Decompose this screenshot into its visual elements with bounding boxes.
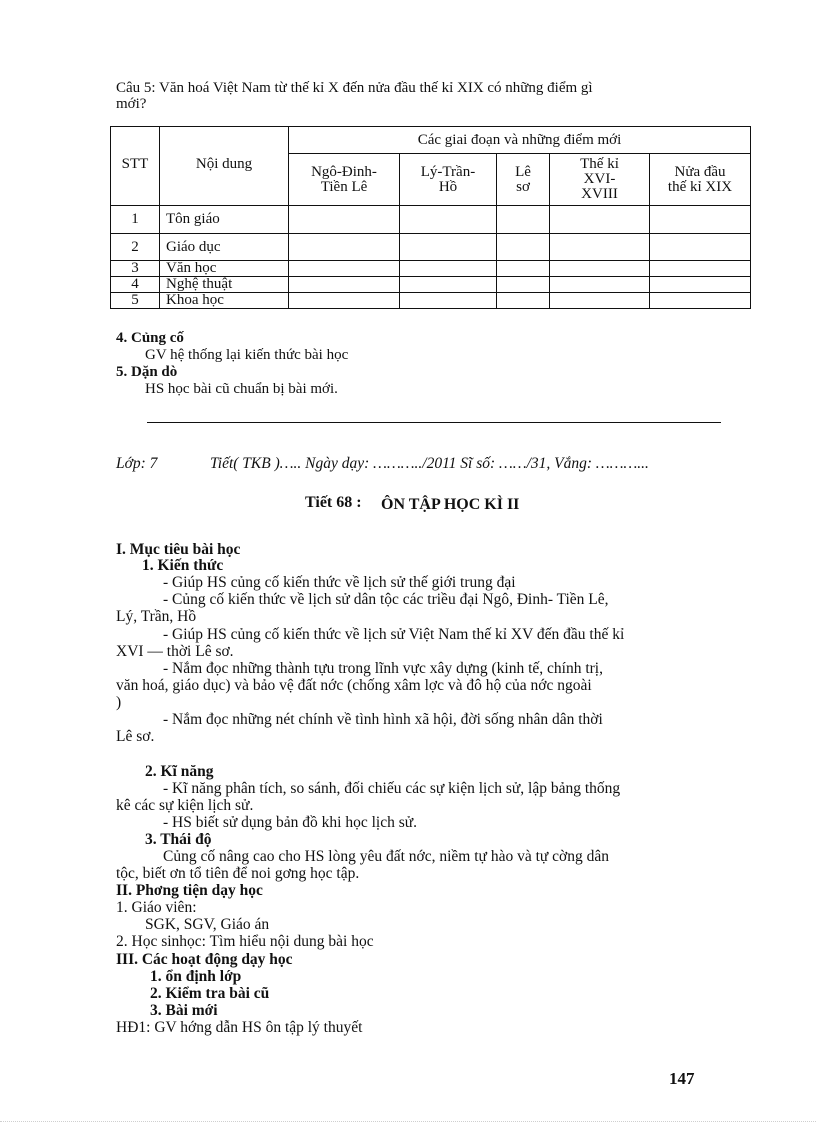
table-row [111, 206, 751, 234]
header-period-4: Thế kỉ XVI- XVIII [550, 154, 650, 206]
materials-1b: SGK, SGV, Giáo án [145, 916, 270, 933]
row-content: Giáo dục [160, 234, 289, 261]
knowledge-3b: XVI — thời Lê sơ. [116, 643, 234, 660]
table-row [111, 277, 751, 293]
skill-1a: - Kĩ năng phân tích, so sánh, đối chiếu các sự kiện lịch sử, lập bảng thống [163, 780, 621, 797]
skill-1b: kê các sự kiện lịch sử. [116, 797, 254, 814]
header-period-2: Lý-Trần- Hồ [400, 154, 497, 206]
table-row [111, 261, 751, 277]
knowledge-2b: Lý, Trần, Hồ [116, 608, 197, 625]
heading-knowledge: 1. Kiến thức [142, 557, 224, 574]
heading-activities: III. Các hoạt động dạy học [116, 951, 293, 968]
knowledge-4c: ) [116, 694, 122, 711]
table-row [111, 293, 751, 309]
footer-dotted-line [0, 1121, 816, 1122]
header-period-3: Lê sơ [497, 154, 550, 206]
knowledge-4a: - Nắm đọc những thành tựu trong lĩnh vực xây dựng (kinh tế, chính trị, [163, 660, 603, 677]
row-stt: 1 [111, 206, 160, 234]
header-period-5: Nửa đầu thế kỉ XIX [650, 154, 751, 206]
heading-objectives: I. Mục tiêu bài học [116, 541, 241, 558]
heading-skills: 2. Kĩ năng [145, 763, 214, 780]
page-number: 147 [669, 1069, 695, 1088]
row-stt: 2 [111, 234, 160, 261]
knowledge-2a: - Củng cố kiến thức về lịch sử dân tộc các triều đại Ngô, Đinh- Tiền Lê, [163, 591, 609, 608]
row-stt: 4 [111, 277, 160, 293]
table-row [111, 234, 751, 261]
activity-3: 3. Bài mới [150, 1002, 218, 1019]
knowledge-5a: - Nắm đọc những nét chính về tình hình xã hội, đời sống nhân dân thời [163, 711, 603, 728]
materials-1: 1. Giáo viên: [116, 899, 197, 916]
activity-1: 1. ổn định lớp [150, 968, 242, 985]
lesson-meta: Tiết( TKB )….. Ngày dạy: ………../2011 Sĩ số: ……/31, Vắng: ………... [210, 455, 649, 472]
header-group: Các giai đoạn và những điểm mới [289, 127, 751, 154]
knowledge-1: - Giúp HS củng cố kiến thức về lịch sử thế giới trung đại [163, 574, 516, 591]
question-line-2: mới? [116, 96, 147, 112]
header-period-1: Ngô-Đinh- Tiền Lê [289, 154, 400, 206]
lesson-title: ÔN TẬP HỌC KÌ II [381, 496, 520, 513]
row-content: Tôn giáo [160, 206, 289, 234]
question-line-1: Câu 5: Văn hoá Việt Nam từ thế kỉ X đến nửa đầu thế kỉ XIX có những điểm gì [116, 80, 593, 96]
divider [147, 422, 721, 423]
section5-text: HS học bài cũ chuẩn bị bài mới. [145, 381, 338, 397]
knowledge-5b: Lê sơ. [116, 728, 155, 745]
knowledge-3a: - Giúp HS củng cố kiến thức về lịch sử Việt Nam thế kỉ XV đến đầu thế kỉ [163, 626, 625, 643]
attitude-b: tộc, biết ơn tổ tiên để noi gơng học tập. [116, 865, 360, 882]
lesson-number: Tiết 68 : [305, 494, 362, 511]
header-content: Nội dung [160, 127, 289, 206]
row-content: Khoa học [160, 293, 289, 309]
header-stt: STT [111, 127, 160, 206]
row-content: Nghệ thuật [160, 277, 289, 293]
periods-table [110, 126, 751, 309]
skill-2: - HS biết sử dụng bản đồ khi học lịch sử. [163, 814, 418, 831]
activity-2: 2. Kiểm tra bài cũ [150, 985, 270, 1002]
row-content: Văn học [160, 261, 289, 277]
section4-heading: 4. Củng cố [116, 330, 184, 346]
activity-hd1: HĐ1: GV hớng dẫn HS ôn tập lý thuyết [116, 1019, 363, 1036]
section5-heading: 5. Dặn dò [116, 364, 178, 380]
heading-attitude: 3. Thái độ [145, 831, 212, 848]
heading-materials: II. Phơng tiện dạy học [116, 882, 263, 899]
class-label: Lớp: 7 [116, 455, 158, 472]
section4-text: GV hệ thống lại kiến thức bài học [145, 347, 349, 363]
row-stt: 5 [111, 293, 160, 309]
attitude-a: Củng cố nâng cao cho HS lòng yêu đất nớc, niềm tự hào và tự cờng dân [163, 848, 609, 865]
materials-2: 2. Học sinhọc: Tìm hiểu nội dung bài học [116, 933, 374, 950]
row-stt: 3 [111, 261, 160, 277]
knowledge-4b: văn hoá, giáo dục) và bảo vệ đất nớc (chống xâm lợc và đô hộ của nớc ngoài [116, 677, 592, 694]
